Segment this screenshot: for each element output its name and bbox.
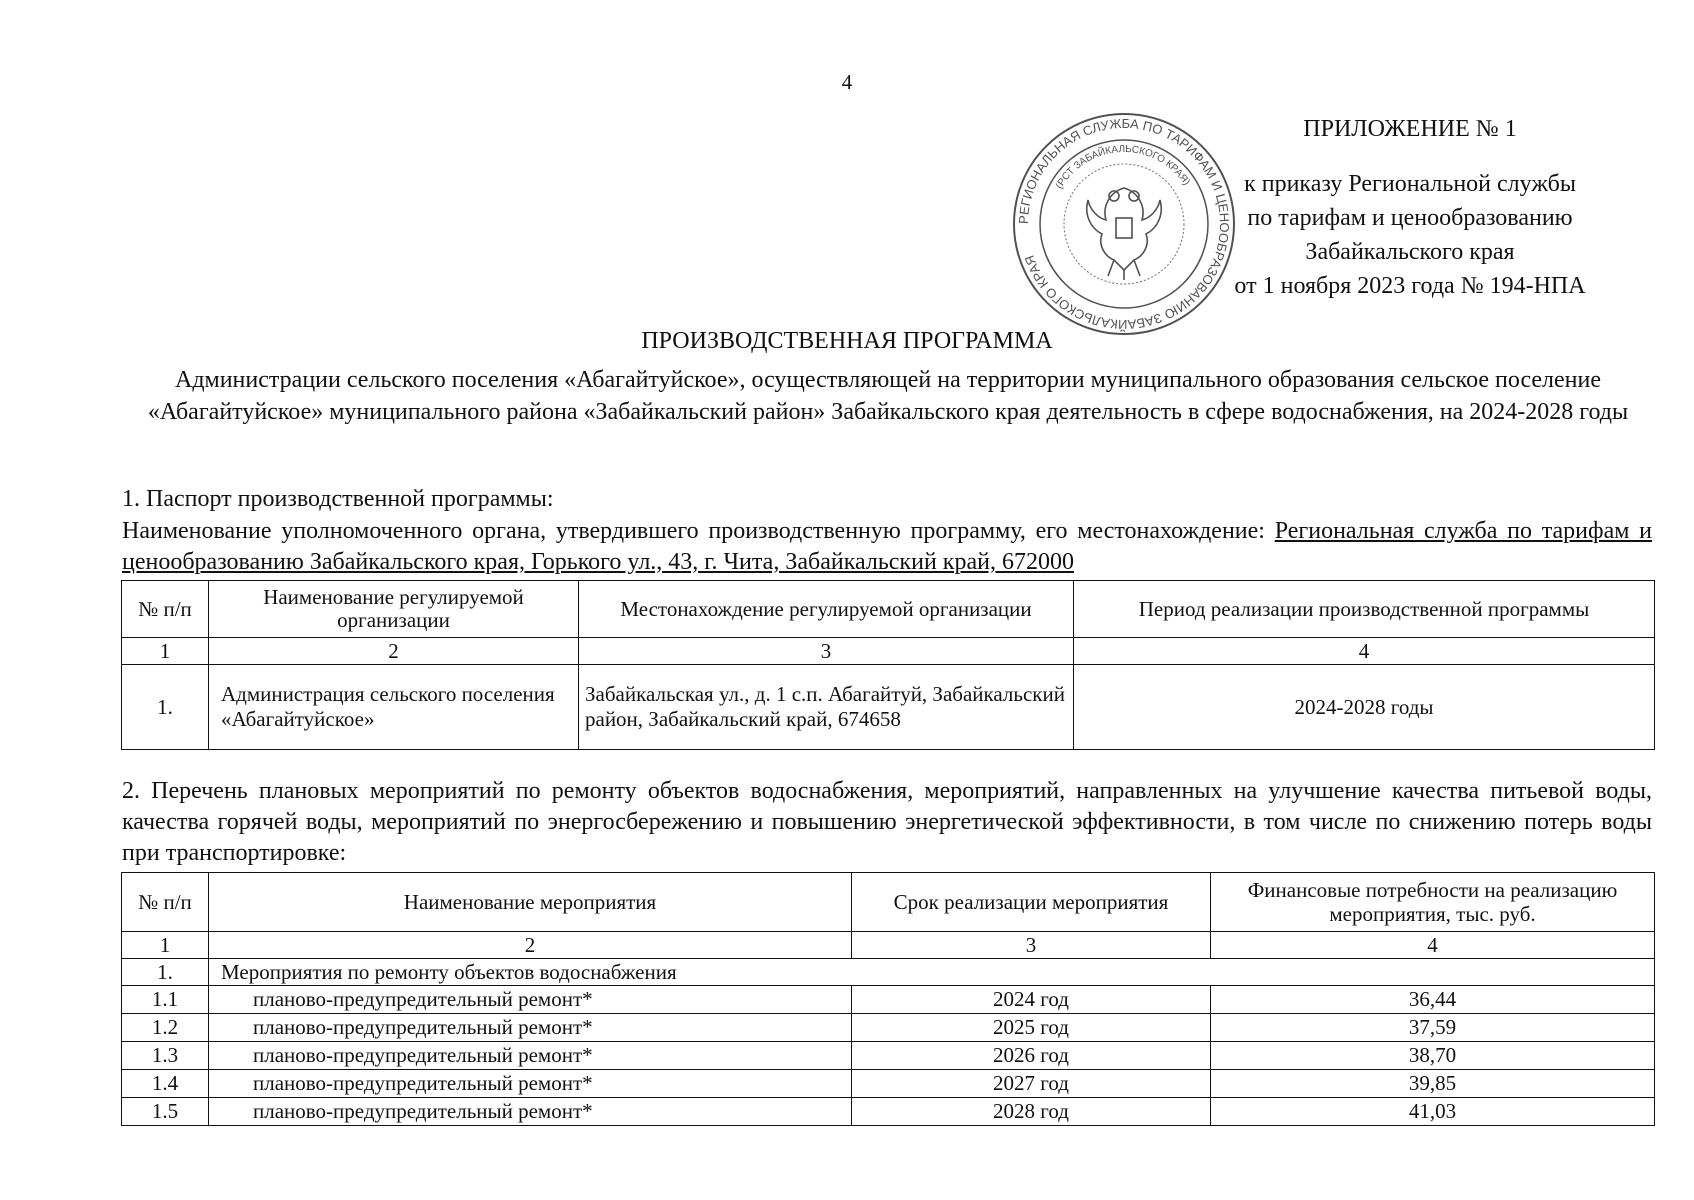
program-subtitle: Администрации сельского поселения «Абагайтуйское», осуществляющей на территории муниципального образования сельское поселение «Абагайтуйское» муниципального района «Забайкальский район» Забайкальского края деятельность в сфере водоснабжения, на 2024-2028 годы bbox=[147, 367, 1629, 425]
table-row bbox=[122, 665, 1655, 750]
group-number: 1. bbox=[122, 959, 209, 986]
svg-text:РЕГИОНАЛЬНАЯ СЛУЖБА ПО ТАРИФАМ: РЕГИОНАЛЬНАЯ СЛУЖБА ПО ТАРИФАМ И ЦЕНООБРАЗОВАНИЮ ЗАБАЙКАЛЬСКОГО КРАЯ bbox=[1015, 115, 1233, 333]
group-row bbox=[122, 959, 1655, 986]
row-number: 1.5 bbox=[122, 1098, 209, 1126]
column-number: 4 bbox=[1074, 638, 1655, 665]
row-number: 1. bbox=[122, 665, 209, 750]
measure-name: планово-предупредительный ремонт* bbox=[209, 1042, 852, 1070]
column-number: 3 bbox=[852, 932, 1211, 959]
svg-text:(РСТ ЗАБАЙКАЛЬСКОГО КРАЯ): (РСТ ЗАБАЙКАЛЬСКОГО КРАЯ) bbox=[1053, 143, 1192, 191]
header-cell: Местонахождение регулируемой организации bbox=[579, 581, 1074, 638]
organization-name: Администрация сельского поселения «Абагайтуйское» bbox=[209, 665, 579, 750]
appendix-line-3: Забайкальского края bbox=[1305, 239, 1515, 265]
appendix-title: ПРИЛОЖЕНИЕ № 1 bbox=[1303, 116, 1517, 142]
measure-term: 2027 год bbox=[852, 1070, 1211, 1098]
table-header-row bbox=[122, 873, 1655, 932]
column-number: 1 bbox=[122, 638, 209, 665]
passport-table bbox=[121, 580, 1655, 750]
table-row bbox=[122, 1098, 1655, 1126]
authority-name-underlined: Региональная служба по тарифам и ценообразованию Забайкальского края, Горького ул., 43, г. Чита, Забайкальский край, 672000 bbox=[122, 518, 1652, 575]
row-number: 1.1 bbox=[122, 986, 209, 1014]
measure-name: планово-предупредительный ремонт* bbox=[209, 1098, 852, 1126]
header-cell: Период реализации производственной программы bbox=[1074, 581, 1655, 638]
measure-name: планово-предупредительный ремонт* bbox=[209, 1070, 852, 1098]
measure-cost: 39,85 bbox=[1211, 1070, 1655, 1098]
row-number: 1.4 bbox=[122, 1070, 209, 1098]
column-number: 3 bbox=[579, 638, 1074, 665]
measure-cost: 38,70 bbox=[1211, 1042, 1655, 1070]
header-cell: Наименование мероприятия bbox=[209, 873, 852, 932]
header-cell: № п/п bbox=[122, 581, 209, 638]
column-number-row bbox=[122, 638, 1655, 665]
section-1-body bbox=[122, 516, 1652, 578]
measure-cost: 37,59 bbox=[1211, 1014, 1655, 1042]
column-number: 4 bbox=[1211, 932, 1655, 959]
column-number-row bbox=[122, 932, 1655, 959]
column-number: 2 bbox=[209, 932, 852, 959]
header-cell: Финансовые потребности на реализацию мероприятия, тыс. руб. bbox=[1211, 873, 1655, 932]
section-1-body-plain: Наименование уполномоченного органа, утвердившего производственную программу, его местонахождение: bbox=[122, 518, 1275, 544]
appendix-line-1: к приказу Региональной службы bbox=[1244, 171, 1576, 197]
row-number: 1.2 bbox=[122, 1014, 209, 1042]
measure-name: планово-предупредительный ремонт* bbox=[209, 1014, 852, 1042]
measure-cost: 36,44 bbox=[1211, 986, 1655, 1014]
program-title: ПРОИЗВОДСТВЕННАЯ ПРОГРАММА bbox=[641, 328, 1053, 354]
organization-location: Забайкальская ул., д. 1 с.п. Абагайтуй, Забайкальский район, Забайкальский край, 674658 bbox=[579, 665, 1074, 750]
section-1-title: 1. Паспорт производственной программы: bbox=[122, 486, 554, 512]
group-label: Мероприятия по ремонту объектов водоснабжения bbox=[209, 959, 1655, 986]
table-row bbox=[122, 1014, 1655, 1042]
measure-term: 2025 год bbox=[852, 1014, 1211, 1042]
table-row bbox=[122, 1070, 1655, 1098]
table-row bbox=[122, 1042, 1655, 1070]
measures-table bbox=[121, 872, 1655, 1126]
measure-term: 2028 год bbox=[852, 1098, 1211, 1126]
page-number: 4 bbox=[841, 70, 853, 94]
header-cell: Срок реализации мероприятия bbox=[852, 873, 1211, 932]
section-2-title: 2. Перечень плановых мероприятий по ремонту объектов водоснабжения, мероприятий, направленных на улучшение качества питьевой воды, качества горячей воды, мероприятий по энергосбережению и повышению энергетической эффективности, в том числе по снижению потерь воды при транспортировке: bbox=[122, 778, 1652, 866]
row-number: 1.3 bbox=[122, 1042, 209, 1070]
header-cell: № п/п bbox=[122, 873, 209, 932]
column-number: 2 bbox=[209, 638, 579, 665]
column-number: 1 bbox=[122, 932, 209, 959]
header-cell: Наименование регулируемой организации bbox=[209, 581, 579, 638]
appendix-line-2: по тарифам и ценообразованию bbox=[1247, 205, 1573, 231]
measure-cost: 41,03 bbox=[1211, 1098, 1655, 1126]
appendix-line-4: от 1 ноября 2023 года № 194-НПА bbox=[1234, 273, 1586, 299]
measure-term: 2024 год bbox=[852, 986, 1211, 1014]
table-header-row bbox=[122, 581, 1655, 638]
measure-term: 2026 год bbox=[852, 1042, 1211, 1070]
program-period: 2024-2028 годы bbox=[1074, 665, 1655, 750]
measure-name: планово-предупредительный ремонт* bbox=[209, 986, 852, 1014]
table-row bbox=[122, 986, 1655, 1014]
